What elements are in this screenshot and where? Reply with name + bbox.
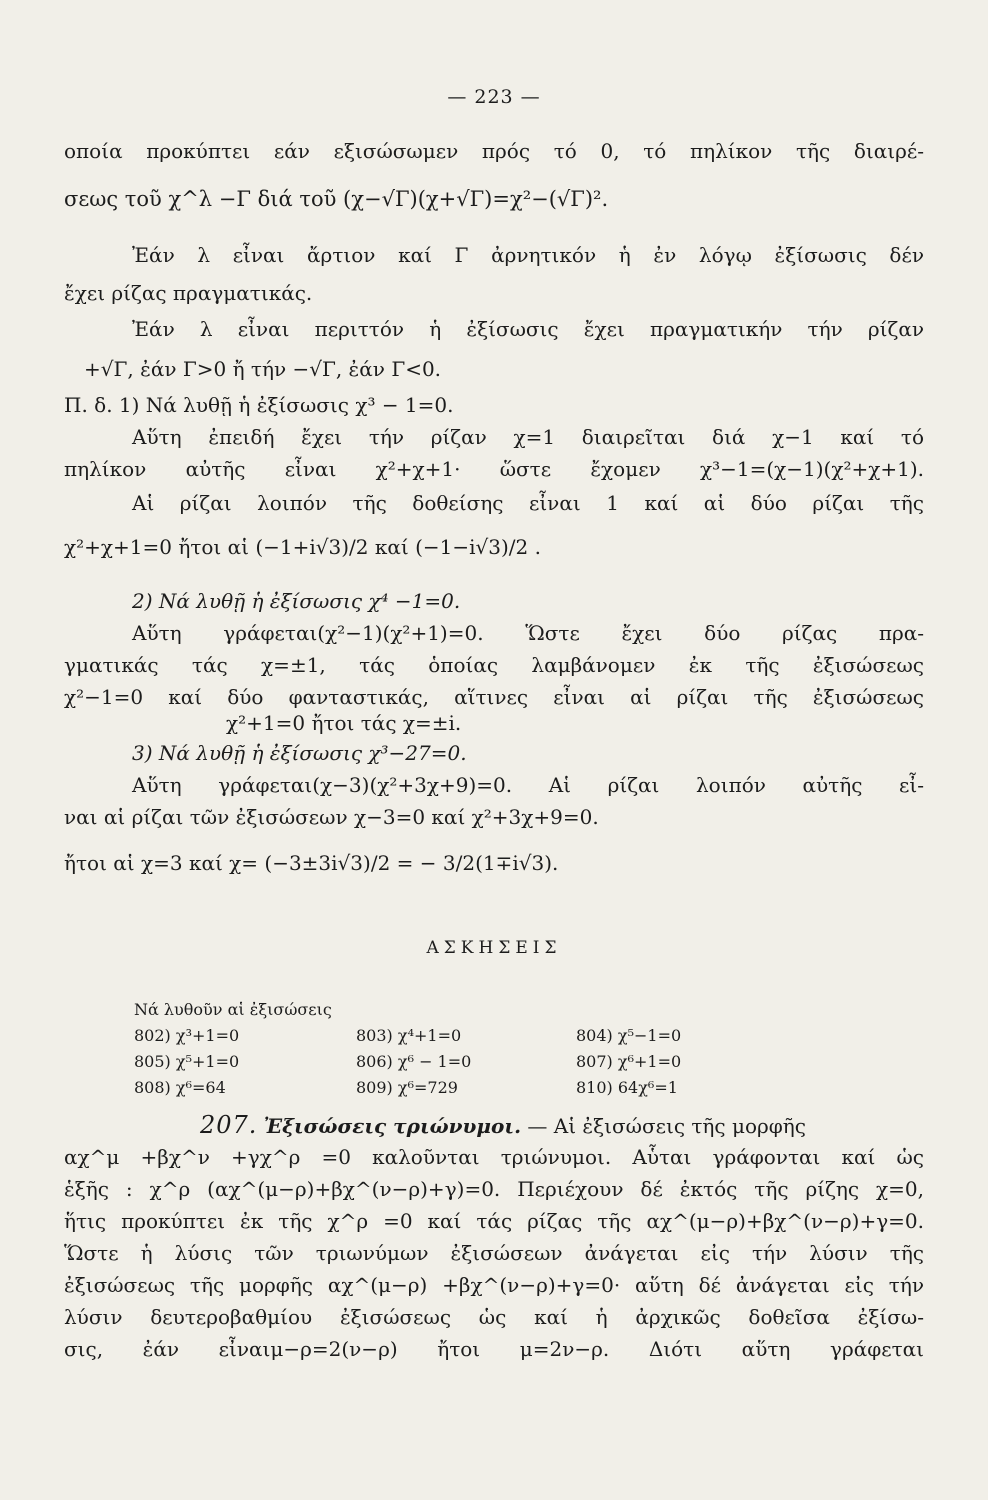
text-line: λύσιν δευτεροβαθμίου ἐξισώσεως ὡς καί ἡ ἀρχικῶς δοθεῖσα ἐξίσω- (64, 1305, 924, 1329)
exercise: 810) 64χ⁶=1 (576, 1078, 678, 1097)
exercise: 803) χ⁴+1=0 (356, 1026, 462, 1045)
page-number: — 223 — (447, 86, 541, 108)
text-line: Π. δ. 1) Νά λυθῇ ἡ ἐξίσωσις χ³ − 1=0. (64, 393, 454, 417)
section-header-line (200, 1112, 924, 1139)
text-line: Αὕτη ἐπειδή ἔχει τήν ρίζαν χ=1 διαιρεῖται διά χ−1 καί τό (132, 425, 924, 449)
text-line: +√Γ, ἐάν Γ>0 ἤ τήν −√Γ, ἐάν Γ<0. (84, 357, 442, 381)
text-line: Ὥστε ἡ λύσις τῶν τριωνύμων ἐξισώσεων ἀνάγεται εἰς τήν λύσιν τῆς (64, 1241, 924, 1265)
text-line: ἥτις προκύπτει ἐκ τῆς χ^ρ =0 καί τάς ρίζας τῆς αχ^(μ−ρ)+βχ^(ν−ρ)+γ=0. (64, 1209, 924, 1233)
text-line: ἤτοι αἱ χ=3 καί χ= (−3±3i√3)/2 = − 3/2(1∓i√3). (64, 851, 559, 875)
exercise: 808) χ⁶=64 (134, 1078, 226, 1097)
exercise: 807) χ⁶+1=0 (576, 1052, 682, 1071)
text-line: σεως τοῦ χ^λ −Γ διά τοῦ (χ−√Γ)(χ+√Γ)=χ²−(√Γ)². (64, 187, 609, 211)
text-line: Αὕτη γράφεται(χ−3)(χ²+3χ+9)=0. Αἱ ρίζαι λοιπόν αὐτῆς εἶ- (132, 773, 924, 797)
exercise: 804) χ⁵−1=0 (576, 1026, 682, 1045)
section-heading: ΑΣΚΗΣΕΙΣ (426, 938, 562, 958)
text-line: 3) Νά λυθῇ ἡ ἐξίσωσις χ³−27=0. (132, 741, 467, 765)
text-line: Αὕτη γράφεται(χ²−1)(χ²+1)=0. Ὥστε ἔχει δύο ρίζας πρα- (132, 621, 924, 645)
text-line: οποία προκύπτει εάν εξισώσωμεν πρός τό 0, τό πηλίκον τῆς διαιρέ- (64, 139, 924, 163)
section-first-text: — Αἱ ἐξισώσεις τῆς μορφῆς (527, 1114, 806, 1138)
exercise: 802) χ³+1=0 (134, 1026, 240, 1045)
exercise: 806) χ⁶ − 1=0 (356, 1052, 472, 1071)
text-line: Ἐάν λ εἶναι περιττόν ἡ ἐξίσωσις ἔχει πραγματικήν τήν ρίζαν (132, 317, 924, 341)
text-line: σις, ἐάν εἶναιμ−ρ=2(ν−ρ) ἤτοι μ=2ν−ρ. Διότι αὕτη γράφεται (64, 1337, 924, 1361)
text-line: πηλίκον αὐτῆς εἶναι χ²+χ+1· ὥστε ἔχομεν χ³−1=(χ−1)(χ²+χ+1). (64, 457, 924, 481)
text-line: 2) Νά λυθῇ ἡ ἐξίσωσις χ⁴ −1=0. (132, 589, 461, 613)
text-line: ναι αἱ ρίζαι τῶν ἐξισώσεων χ−3=0 καί χ²+3χ+9=0. (64, 805, 599, 829)
text-line: αχ^μ +βχ^ν +γχ^ρ =0 καλοῦνται τριώνυμοι. Αὗται γράφονται καί ὡς (64, 1145, 924, 1169)
text-line: ἑξῆς : χ^ρ (αχ^(μ−ρ)+βχ^(ν−ρ)+γ)=0. Περιέχουν δέ ἐκτός τῆς ρίζης χ=0, (64, 1177, 924, 1201)
text-line: χ²+1=0 ἤτοι τάς χ=±i. (226, 711, 462, 735)
section-title: Ἐξισώσεις τριώνυμοι. (263, 1114, 522, 1138)
text-line: Αἱ ρίζαι λοιπόν τῆς δοθείσης εἶναι 1 καί αἱ δύο ρίζαι τῆς (132, 491, 924, 515)
section-number: 207. (200, 1111, 258, 1139)
exercise: 809) χ⁶=729 (356, 1078, 458, 1097)
text-line: ἔχει ρίζας πραγματικάς. (64, 281, 313, 305)
text-line: χ²−1=0 καί δύο φανταστικάς, αἵτινες εἶναι αἱ ρίζαι τῆς ἐξισώσεως (64, 685, 924, 709)
text-line: γματικάς τάς χ=±1, τάς ὁποίας λαμβάνομεν ἐκ τῆς ἐξισώσεως (64, 653, 924, 677)
exercise-intro: Νά λυθοῦν αἱ ἐξισώσεις (134, 1000, 332, 1019)
text-line: ἐξισώσεως τῆς μορφῆς αχ^(μ−ρ) +βχ^(ν−ρ)+γ=0· αὕτη δέ ἀνάγεται εἰς τήν (64, 1273, 924, 1297)
text-line: Ἐάν λ εἶναι ἄρτιον καί Γ ἀρνητικόν ἡ ἐν λόγῳ ἐξίσωσις δέν (132, 243, 924, 267)
exercise: 805) χ⁵+1=0 (134, 1052, 240, 1071)
text-line: χ²+χ+1=0 ἤτοι αἱ (−1+i√3)/2 καί (−1−i√3)/2 . (64, 535, 541, 559)
